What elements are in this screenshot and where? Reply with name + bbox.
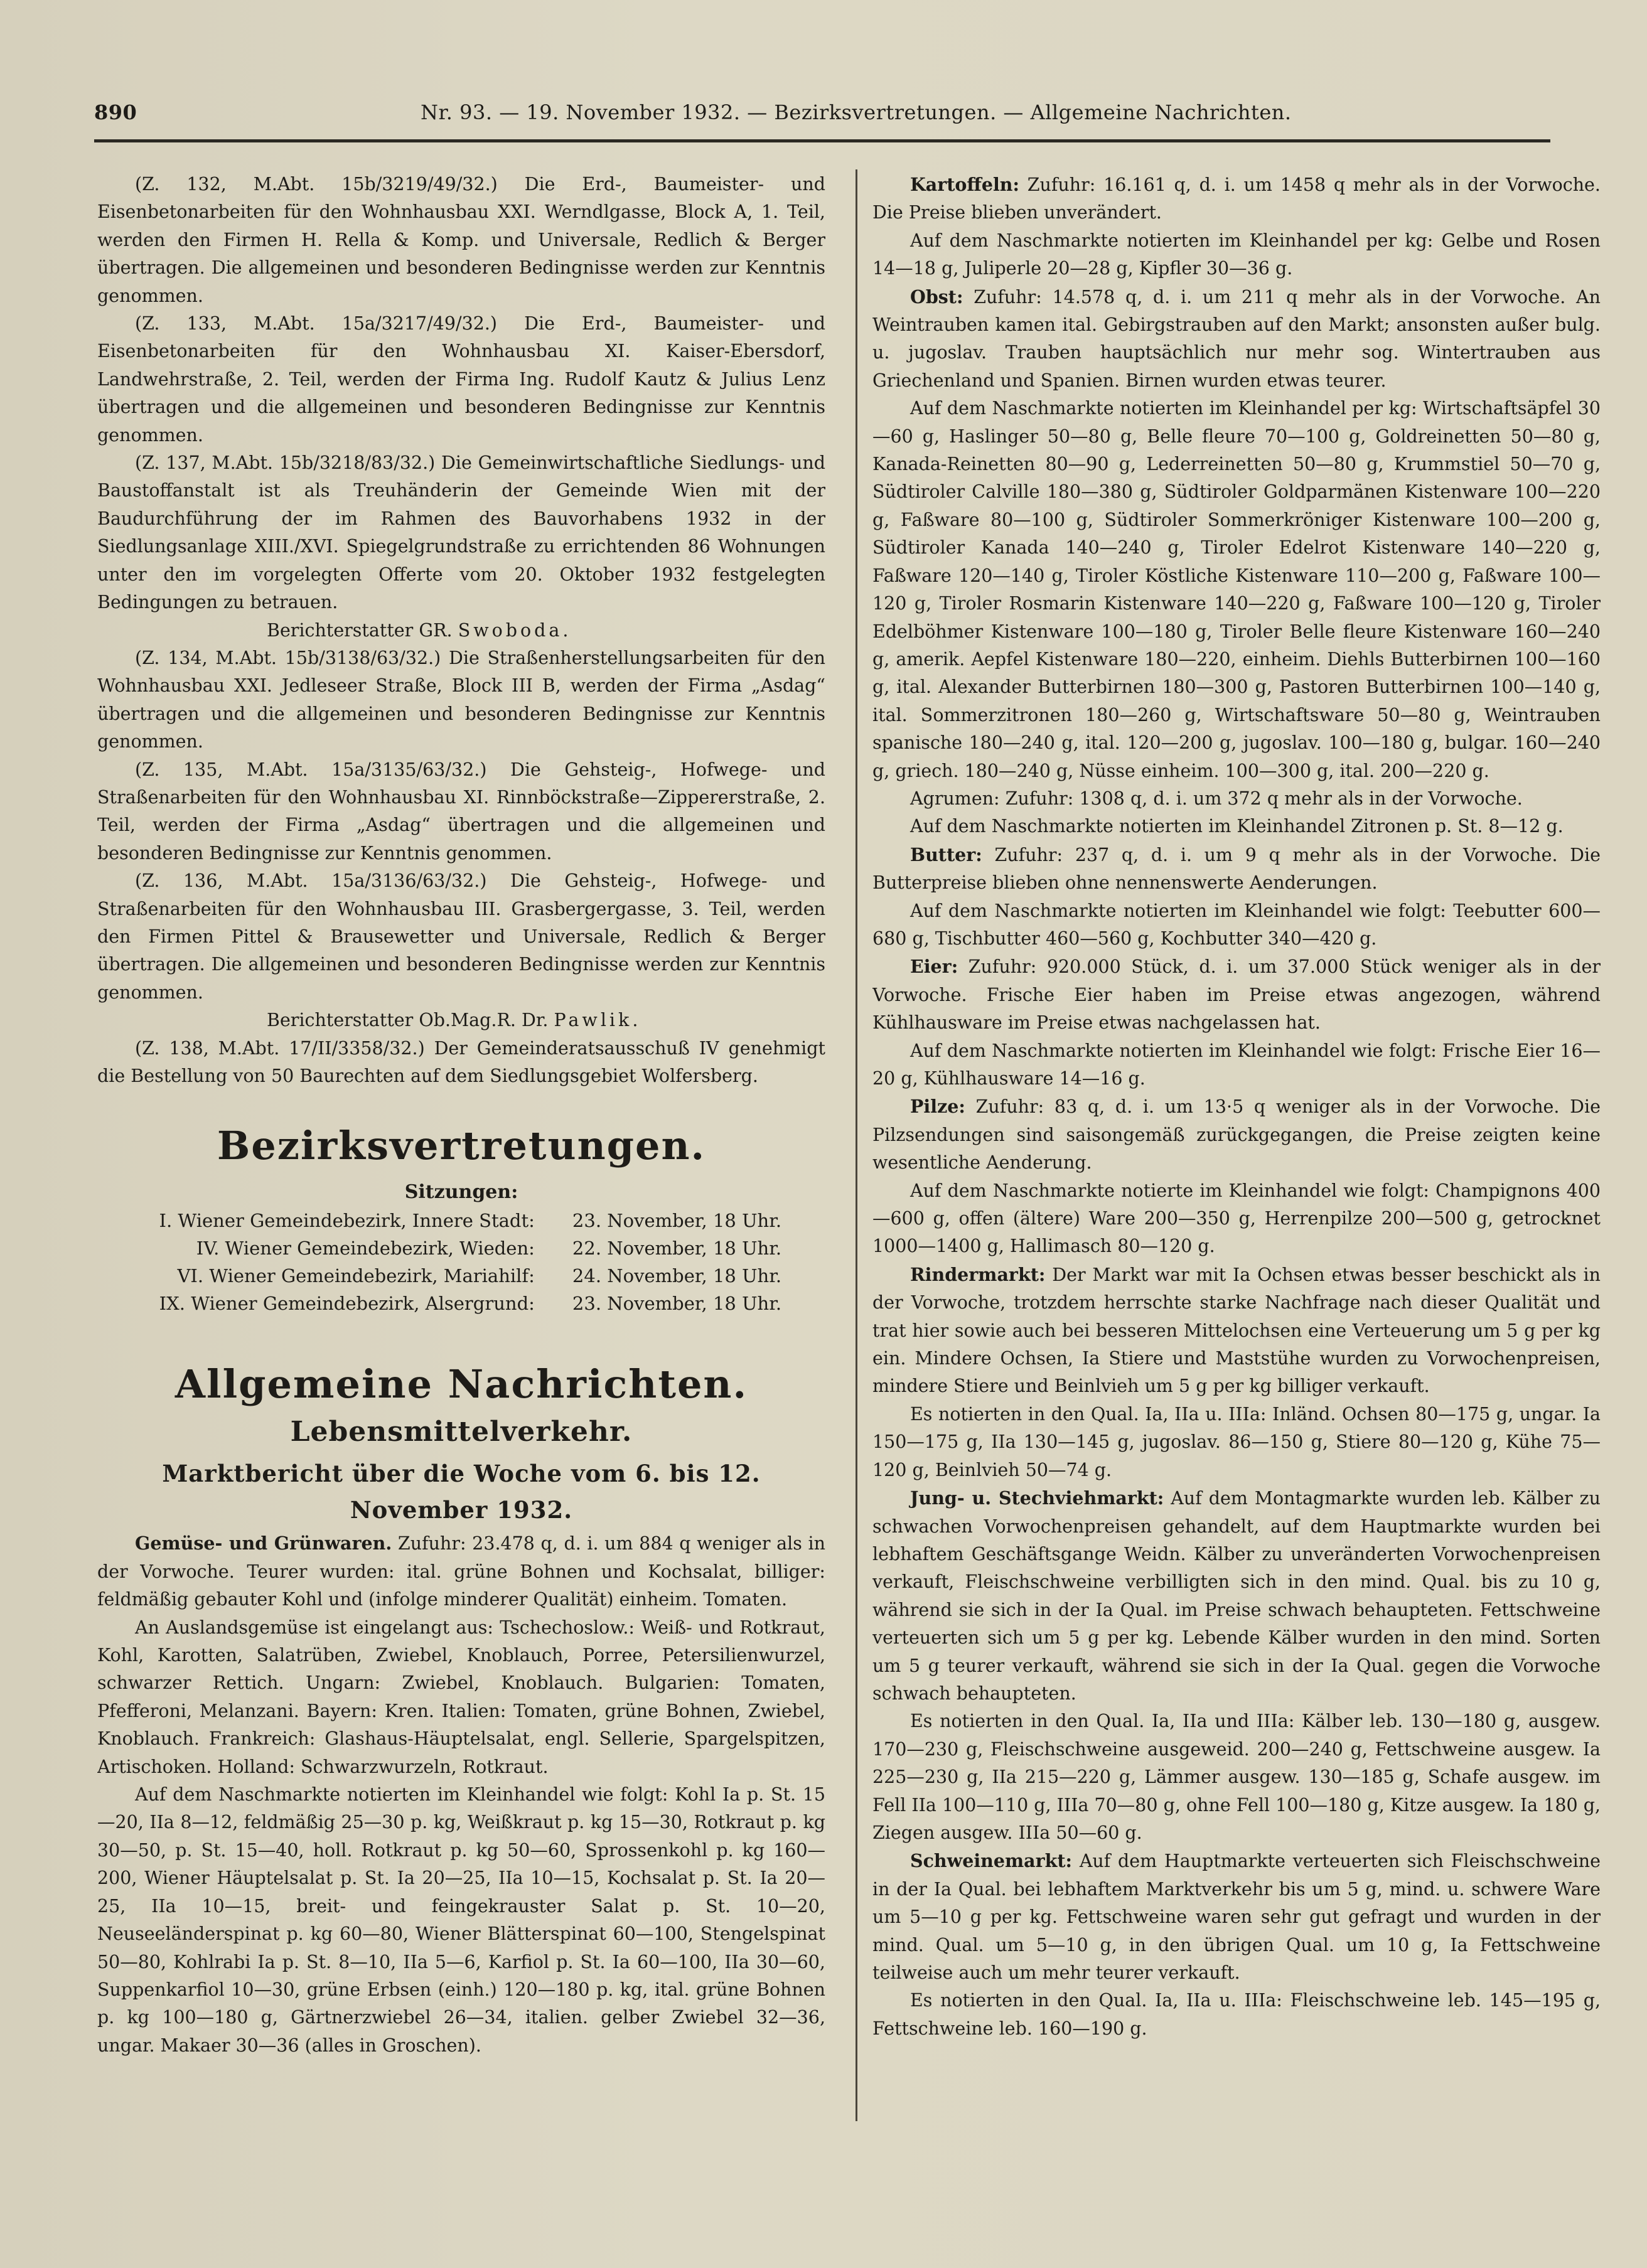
jungvieh-prices: Es notierten in den Qual. Ia, IIa und IIIa: Kälber leb. 130—180 g, ausgew. 170—230 g, Fleischschweine ausgeweid. 200—240 g, Fettschweine ausgew. Ia 225—230 g, IIa 215—220 g, Lämmer ausgew. 130—185 g, Schafe ausgew. im Fell IIa 100—110 g, IIIa 70—80 g, ohne Fell 100—180 g, Kitze ausgew. Ia 180 g, Ziegen ausgew. IIIa 50—60 g. xyxy=(872,1711,1601,1843)
rapporteur-prefix: Berichterstatter GR. xyxy=(267,619,453,641)
resolution-z132: (Z. 132, M.Abt. 15b/3219/49/32.) Die Erd-, Baumeister- und Eisenbetonarbeiten für den Wohnhausbau XXI. Werndlgasse, Block A, 1. Teil, werden den Firmen H. Rella & Komp. und Universale, Redlich & Berger übertragen. Die allgemeinen und besonderen Bedingnisse werden zur Kenntnis genommen. xyxy=(97,174,825,306)
gemuese-naschmarkt-prices: Auf dem Naschmarkte notierten im Kleinhandel wie folgt: Kohl Ia p. St. 15—20, IIa 8—12, feldmäßig 25—30 p. kg, Weißkraut p. kg 15—30, Rotkraut p. kg 30—50, p. St. 15—40, holl. Rotkraut p. kg 50—60, Sprossenkohl p. kg 160—200, Wiener Häuptelsalat p. St. Ia 20—25, IIa 10—15, Kochsalat p. St. Ia 20—25, IIa 10—15, breit- und feingekrauster Salat p. St. 10—20, Neuseeländerspinat p. kg 60—80, Wiener Blätterspinat 60—100, Stengelspinat 50—80, Kohlrabi Ia p. St. 8—10, IIa 5—6, Karfiol p. St. Ia 60—100, IIa 30—60, Suppenkarfiol 10—30, grüne Erbsen (einh.) 120—180 p. kg, ital. grüne Bohnen p. kg 100—180 g, Gärtnerzwiebel 26—34, italien. gelber Zwiebel 32—36, ungar. Makaer 30—36 (alles in Groschen). xyxy=(97,1784,825,2056)
gemuese-text: Zufuhr: 23.478 q, d. i. um 884 q weniger als in der Vorwoche. Teurer wurden: ital. grüne Bohnen und Kochsalat, billiger: feldmäßig gebauter Kohl und (infolge minderer Qualität) einheim. Tomaten. xyxy=(97,1533,825,1610)
butter-text: Zufuhr: 237 q, d. i. um 9 q mehr als in der Vorwoche. Die Butterpreise blieben ohne nennenswerte Aenderungen. xyxy=(872,844,1601,894)
running-title: Nr. 93. — 19. November 1932. — Bezirksvertretungen. — Allgemeine Nachrichten. xyxy=(421,100,1292,124)
butter-prices: Auf dem Naschmarkte notierten im Kleinhandel wie folgt: Teebutter 600—680 g, Tischbutter 460—560 g, Kochbutter 340—420 g. xyxy=(872,900,1601,949)
page-number: 890 xyxy=(94,100,137,124)
session-district: IV. Wiener Gemeindebezirk, Wieden: xyxy=(196,1238,535,1260)
session-date: 24. November, 18 Uhr. xyxy=(572,1265,782,1287)
pilze-lead: Pilze: xyxy=(910,1096,965,1118)
session-date: 22. November, 18 Uhr. xyxy=(572,1238,782,1260)
session-district: I. Wiener Gemeindebezirk, Innere Stadt: xyxy=(159,1210,535,1232)
session-date: 23. November, 18 Uhr. xyxy=(572,1210,782,1232)
right-column xyxy=(872,171,1601,2141)
obst-paragraph xyxy=(872,283,1601,395)
obst-text: Zufuhr: 14.578 q, d. i. um 211 q mehr als in der Vorwoche. An Weintrauben kamen ital. Gebirgstrauben auf den Markt; ansonsten außer bulg. u. jugoslav. Trauben hauptsächlich nur mehr sog. Wintertrauben aus Griechenland und Spanien. Birnen wurden etwas teurer. xyxy=(872,286,1601,391)
obst-prices: Auf dem Naschmarkte notierten im Kleinhandel per kg: Wirtschaftsäpfel 30—60 g, Haslinger 50—80 g, Belle fleure 70—100 g, Goldreinetten 50—80 g, Kanada-Reinetten 80—90 g, Lederreinetten 50—80 g, Krummstiel 50—70 g, Südtiroler Calville 180—380 g, Südtiroler Goldparmänen Kistenware 100—220 g, Faßware 80—100 g, Südtiroler Sommerkröniger Kistenware 100—200 g, Südtiroler Kanada 140—240 g, Tiroler Edelrot Kistenware 140—220 g, Faßware 120—140 g, Tiroler Köstliche Kistenware 110—200 g, Faßware 100—120 g, Tiroler Rosmarin Kistenware 140—220 g, Faßware 100—120 g, Tiroler Edelböhmer Kistenware 100—180 g, Tiroler Belle fleure Kistenware 160—240 g, amerik. Aepfel Kistenware 180—220, einheim. Diehls Butterbirnen 100—160 g, ital. Alexander Butterbirnen 180—300 g, Pastoren Butterbirnen 100—140 g, ital. Sommerzitronen 180—260 g, Wirtschaftsware 50—80 g, Weintrauben spanische 180—240 g, ital. 120—200 g, jugoslav. 100—180 g, bulgar. 160—240 g, griech. 180—240 g, Nüsse einheim. 100—300 g, ital. 200—220 g. xyxy=(872,398,1601,781)
jungvieh-lead: Jung- u. Stechviehmarkt: xyxy=(910,1487,1164,1509)
rapporteur-name: Pawlik. xyxy=(554,1010,641,1031)
pilze-paragraph xyxy=(872,1093,1601,1177)
rindermarkt-paragraph xyxy=(872,1261,1601,1401)
session-row xyxy=(97,1262,813,1290)
schweinemarkt-paragraph xyxy=(872,1847,1601,1987)
session-row xyxy=(97,1234,813,1262)
resolution-z138: (Z. 138, M.Abt. 17/II/3358/32.) Der Gemeinderatsausschuß IV genehmigt die Bestellung von 50 Baurechten auf dem Siedlungsgebiet Wolfersberg. xyxy=(97,1037,825,1086)
gemuese-paragraph xyxy=(97,1529,825,1613)
rindermarkt-text: Der Markt war mit Ia Ochsen etwas besser beschickt als in der Vorwoche, trotzdem herrschte starke Nachfrage nach dieser Qualität und trat hier sowie auch bei besseren Mittelochsen eine Verteuerung um 5 g per kg ein. Mindere Ochsen, Ia Stiere und Maststühe wurden zu Vorwochenpreisen, mindere Stiere und Beinlvieh um 5 g per kg billiger verkauft. xyxy=(872,1264,1601,1397)
rapporteur-line-2 xyxy=(97,1007,825,1034)
jungvieh-text: Auf dem Montagmarkte wurden leb. Kälber zu schwachen Vorwochenpreisen gehandelt, auf dem Hauptmarkte wurden bei lebhaftem Geschäftsgange Weidn. Kälber zu unveränderten Vorwochenpreisen verkauft, Fleischschweine verbilligten sich in den mind. Qual. bis zu 10 g, während sie sich in der Ia Qual. im Preise schwach behaupteten. Fettschweine verteuerten sich um 5 g per kg. Lebende Kälber wurden in den mind. Sorten um 5 g teurer verkauft, während sie sich in der Ia Qual. gegen die Vorwoche schwach behaupteten. xyxy=(872,1488,1601,1704)
eier-lead: Eier: xyxy=(910,956,958,978)
kartoffeln-paragraph xyxy=(872,171,1601,227)
sessions-table xyxy=(97,1207,813,1317)
butter-paragraph xyxy=(872,841,1601,897)
schweinemarkt-lead: Schweinemarkt: xyxy=(910,1850,1073,1872)
resolution-z137: (Z. 137, M.Abt. 15b/3218/83/32.) Die Gemeinwirtschaftliche Siedlungs- und Baustoffanstalt ist als Treuhänderin der Gemeinde Wien mit der Baudurchführung der im Rahmen des Bauvorhabens 1932 in der Siedlungsanlage XIII./XVI. Spiegelgrundstraße zu errichtenden 86 Wohnungen unter den im vorgelegten Offerte vom 20. Oktober 1932 festgelegten Bedingungen zu betrauen. xyxy=(97,452,825,613)
pilze-text: Zufuhr: 83 q, d. i. um 13·5 q weniger als in der Vorwoche. Die Pilzsendungen sind saisongemäß zurückgegangen, die Preise zeigten keine wesentliche Aenderung. xyxy=(872,1096,1601,1174)
session-row xyxy=(97,1207,813,1234)
rapporteur-line-1 xyxy=(97,617,825,645)
section-title-allgemeine-nachrichten: Allgemeine Nachrichten. xyxy=(174,1361,748,1408)
agrumen-prices: Auf dem Naschmarkte notierten im Kleinhandel Zitronen p. St. 8—12 g. xyxy=(910,816,1564,837)
pilze-prices: Auf dem Naschmarkte notierte im Kleinhandel wie folgt: Champignons 400—600 g, offen (ältere) Ware 200—350 g, Herrenpilze 200—500 g, getrocknet 1000—1400 g, Hallimasch 80—120 g. xyxy=(872,1180,1601,1257)
rindermarkt-lead: Rindermarkt: xyxy=(910,1263,1046,1285)
session-row xyxy=(97,1290,813,1317)
rapporteur-prefix: Berichterstatter Ob.Mag.R. Dr. xyxy=(267,1010,549,1031)
kartoffeln-prices: Auf dem Naschmarkte notierten im Kleinhandel per kg: Gelbe und Rosen 14—18 g, Juliperle 20—28 g, Kipfler 30—36 g. xyxy=(872,230,1601,279)
header-rule xyxy=(94,139,1550,142)
session-district: IX. Wiener Gemeindebezirk, Alsergrund: xyxy=(159,1293,535,1315)
report-title: Marktbericht über die Woche vom 6. bis 12. November 1932. xyxy=(162,1460,761,1524)
rindermarkt-prices: Es notierten in den Qual. Ia, IIa u. IIIa: Inländ. Ochsen 80—175 g, ungar. Ia 150—175 g, IIa 130—145 g, jugoslav. 86—150 g, Stiere 80—120 g, Kühe 75—120 g, Beinlvieh 50—74 g. xyxy=(872,1403,1601,1480)
session-district: VI. Wiener Gemeindebezirk, Mariahilf: xyxy=(177,1265,535,1287)
gemuese-lead: Gemüse- und Grünwaren. xyxy=(135,1533,392,1554)
schweinemarkt-prices: Es notierten in den Qual. Ia, IIa u. IIIa: Fleischschweine leb. 145—195 g, Fettschweine leb. 160—190 g. xyxy=(872,1990,1601,2039)
resolution-z135: (Z. 135, M.Abt. 15a/3135/63/32.) Die Gehsteig-, Hofwege- und Straßenarbeiten für den Wohnhausbau XI. Rinnböckstraße—Zippererstraße, 2. Teil, werden der Firma „Asdag“ übertragen und die allgemeinen und besonderen Bedingnisse zur Kenntnis genommen. xyxy=(97,759,825,864)
section-title-bezirksvertretungen: Bezirksvertretungen. xyxy=(217,1123,706,1169)
agrumen-paragraph: Agrumen: Zufuhr: 1308 q, d. i. um 372 q mehr als in der Vorwoche. xyxy=(910,788,1523,809)
auslandsgemuese-paragraph: An Auslandsgemüse ist eingelangt aus: Tschechoslow.: Weiß- und Rotkraut, Kohl, Karotten, Salatrüben, Zwiebel, Knoblauch, Porree, Petersilienwurzel, schwarzer Rettich. Ungarn: Zwiebel, Knoblauch. Bulgarien: Tomaten, Pfefferoni, Melanzani. Bayern: Kren. Italien: Tomaten, grüne Bohnen, Zwiebel, Knoblauch. Frankreich: Glashaus-Häuptelsalat, engl. Sellerie, Spargelspitzen, Artischoken. Holland: Schwarzwurzeln, Rotkraut. xyxy=(97,1617,825,1777)
kartoffeln-text: Zufuhr: 16.161 q, d. i. um 1458 q mehr als in der Vorwoche. Die Preise blieben unverändert. xyxy=(872,174,1601,223)
resolution-z134: (Z. 134, M.Abt. 15b/3138/63/32.) Die Straßenherstellungsarbeiten für den Wohnhausbau XXI. Jedleseer Straße, Block III B, werden der Firma „Asdag“ übertragen und die allgemeinen und besonderen Bedingnisse zur Kenntnis genommen. xyxy=(97,647,825,752)
sessions-label: Sitzungen: xyxy=(404,1181,518,1204)
resolution-z136: (Z. 136, M.Abt. 15a/3136/63/32.) Die Gehsteig-, Hofwege- und Straßenarbeiten für den Wohnhausbau III. Grasbergergasse, 3. Teil, werden den Firmen Pittel & Brausewetter und Universale, Redlich & Berger übertragen. Die allgemeinen und besonderen Bedingnisse werden zur Kenntnis genommen. xyxy=(97,870,825,1003)
session-date: 23. November, 18 Uhr. xyxy=(572,1293,782,1315)
schweinemarkt-text: Auf dem Hauptmarkte verteuerten sich Fleischschweine in der Ia Qual. bei lebhaftem Marktverkehr bis um 5 g, mind. u. schwere Ware um 5—10 g per kg. Fettschweine waren sehr gut gefragt und wurden in der mind. Qual. um 5—10 g, in den übrigen Qual. um 10 g, Ia Fettschweine teilweise auch um mehr teurer verkauft. xyxy=(872,1851,1601,1983)
left-column xyxy=(97,171,825,2141)
rapporteur-name: Swoboda. xyxy=(458,619,572,641)
column-divider xyxy=(856,169,857,2121)
obst-lead: Obst: xyxy=(910,286,963,308)
eier-prices: Auf dem Naschmarkte notierten im Kleinhandel wie folgt: Frische Eier 16—20 g, Kühlhausware 14—16 g. xyxy=(872,1040,1601,1089)
eier-paragraph xyxy=(872,953,1601,1037)
jungvieh-paragraph xyxy=(872,1484,1601,1708)
eier-text: Zufuhr: 920.000 Stück, d. i. um 37.000 Stück weniger als in der Vorwoche. Frische Eier haben im Preise etwas angezogen, während Kühlhausware im Preise etwas nachgelassen hat. xyxy=(872,956,1601,1034)
subsection-title: Lebensmittelverkehr. xyxy=(290,1416,633,1448)
butter-lead: Butter: xyxy=(910,843,982,865)
resolution-z133: (Z. 133, M.Abt. 15a/3217/49/32.) Die Erd-, Baumeister- und Eisenbetonarbeiten für den Wohnhausbau XI. Kaiser-Ebersdorf, Landwehrstraße, 2. Teil, werden der Firma Ing. Rudolf Kautz & Julius Lenz übertragen und die allgemeinen und besonderen Bedingnisse zur Kenntnis genommen. xyxy=(97,313,825,446)
page-header xyxy=(94,94,1550,138)
kartoffeln-lead: Kartoffeln: xyxy=(910,174,1020,195)
